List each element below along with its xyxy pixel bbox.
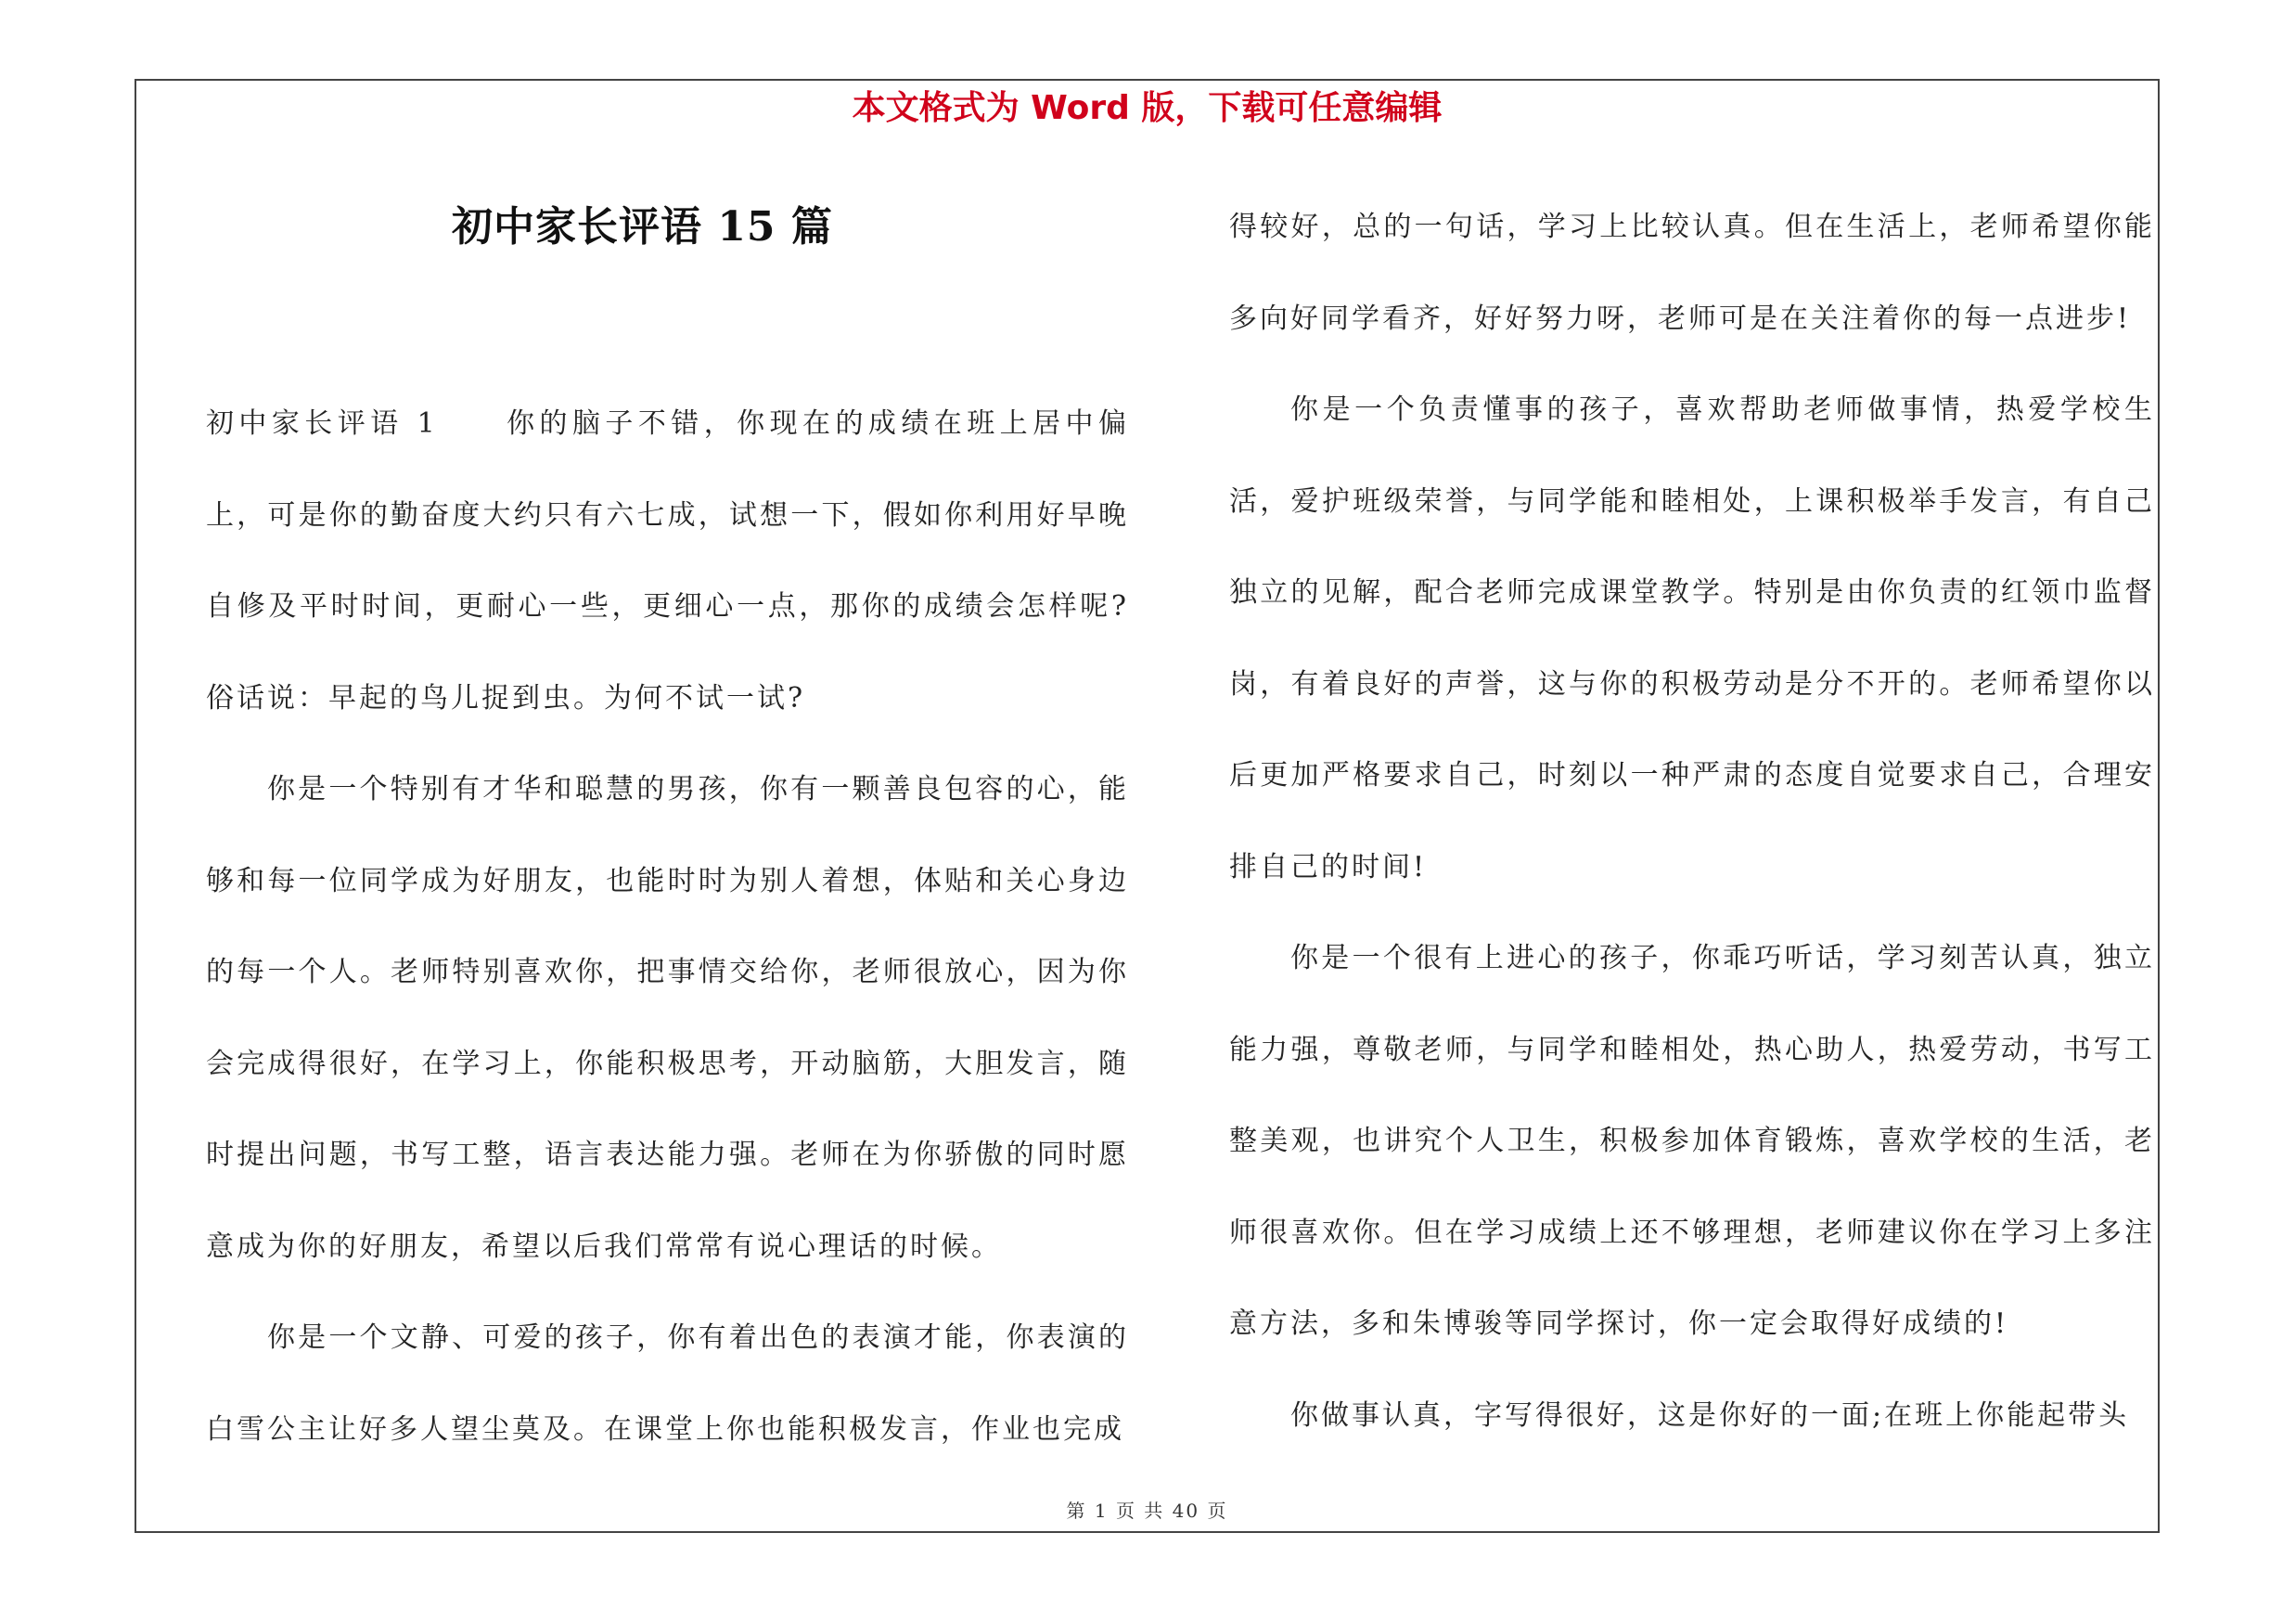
paragraph-3-continued: 得较好，总的一句话，学习上比较认真。但在生活上，老师希望你能多向好同学看齐，好好努力呀，老师可是在关注着你的每一点进步! (1229, 211, 2155, 335)
paragraph-5: 你是一个很有上进心的孩子，你乖巧听话，学习刻苦认真，独立能力强，尊敬老师，与同学和睦相处，热心助人，热爱劳动，书写工整美观，也讲究个人卫生，积极参加体育锻炼，喜欢学校的生活，老师很喜欢你。但在学习成绩上还不够理想，老师建议你在学习上多注意方法，多和朱博骏等同学探讨，你一定会取得好成绩的! (1229, 942, 2155, 1340)
paragraph-4: 你是一个负责懂事的孩子，喜欢帮助老师做事情，热爱学校生活，爱护班级荣誉，与同学能和睦相处，上课积极举手发言，有自己独立的见解，配合老师完成课堂教学。特别是由你负责的红领巾监督岗，有着良好的声誉，这与你的积极劳动是分不开的。老师希望你以后更加严格要求自己，时刻以一种严肃的态度自觉要求自己，合理安排自己的时间! (1229, 393, 2155, 883)
paragraph-1-text: 你的脑子不错，你现在的成绩在班上居中偏上，可是你的勤奋度大约只有六七成，试想一下，假如你利用好早晚自修及平时时间，更耐心一些，更细心一点，那你的成绩会怎样呢?俗话说：早起的鸟儿捉到虫。为何不试一试? (206, 407, 1129, 715)
left-column (206, 182, 1129, 1490)
section-heading: 初中家长评语 1 (206, 407, 438, 440)
right-column (1229, 182, 2155, 1490)
paragraph-1 (206, 379, 1129, 744)
title-spacer (206, 273, 1129, 379)
page-number-footer: 第 1 页 共 40 页 (1066, 1500, 1228, 1522)
word-format-banner: 本文格式为 Word 版，下载可任意编辑 (852, 89, 1443, 127)
document-title: 初中家长评语 15 篇 (452, 203, 833, 251)
paragraph-6: 你做事认真，字写得很好，这是你好的一面;在班上你能起带头 (1290, 1398, 2130, 1432)
paragraph-3: 你是一个文静、可爱的孩子，你有着出色的表演才能，你表演的白雪公主让好多人望尘莫及。在课堂上你也能积极发言，作业也完成 (206, 1321, 1129, 1446)
paragraph-2: 你是一个特别有才华和聪慧的男孩，你有一颗善良包容的心，能够和每一位同学成为好朋友，也能时时为别人着想，体贴和关心身边的每一个人。老师特别喜欢你，把事情交给你，老师很放心，因为你会完成得很好，在学习上，你能积极思考，开动脑筋，大胆发言，随时提出问题，书写工整，语言表达能力强。老师在为你骄傲的同时愿意成为你的好朋友，希望以后我们常常有说心理话的时候。 (206, 773, 1129, 1263)
